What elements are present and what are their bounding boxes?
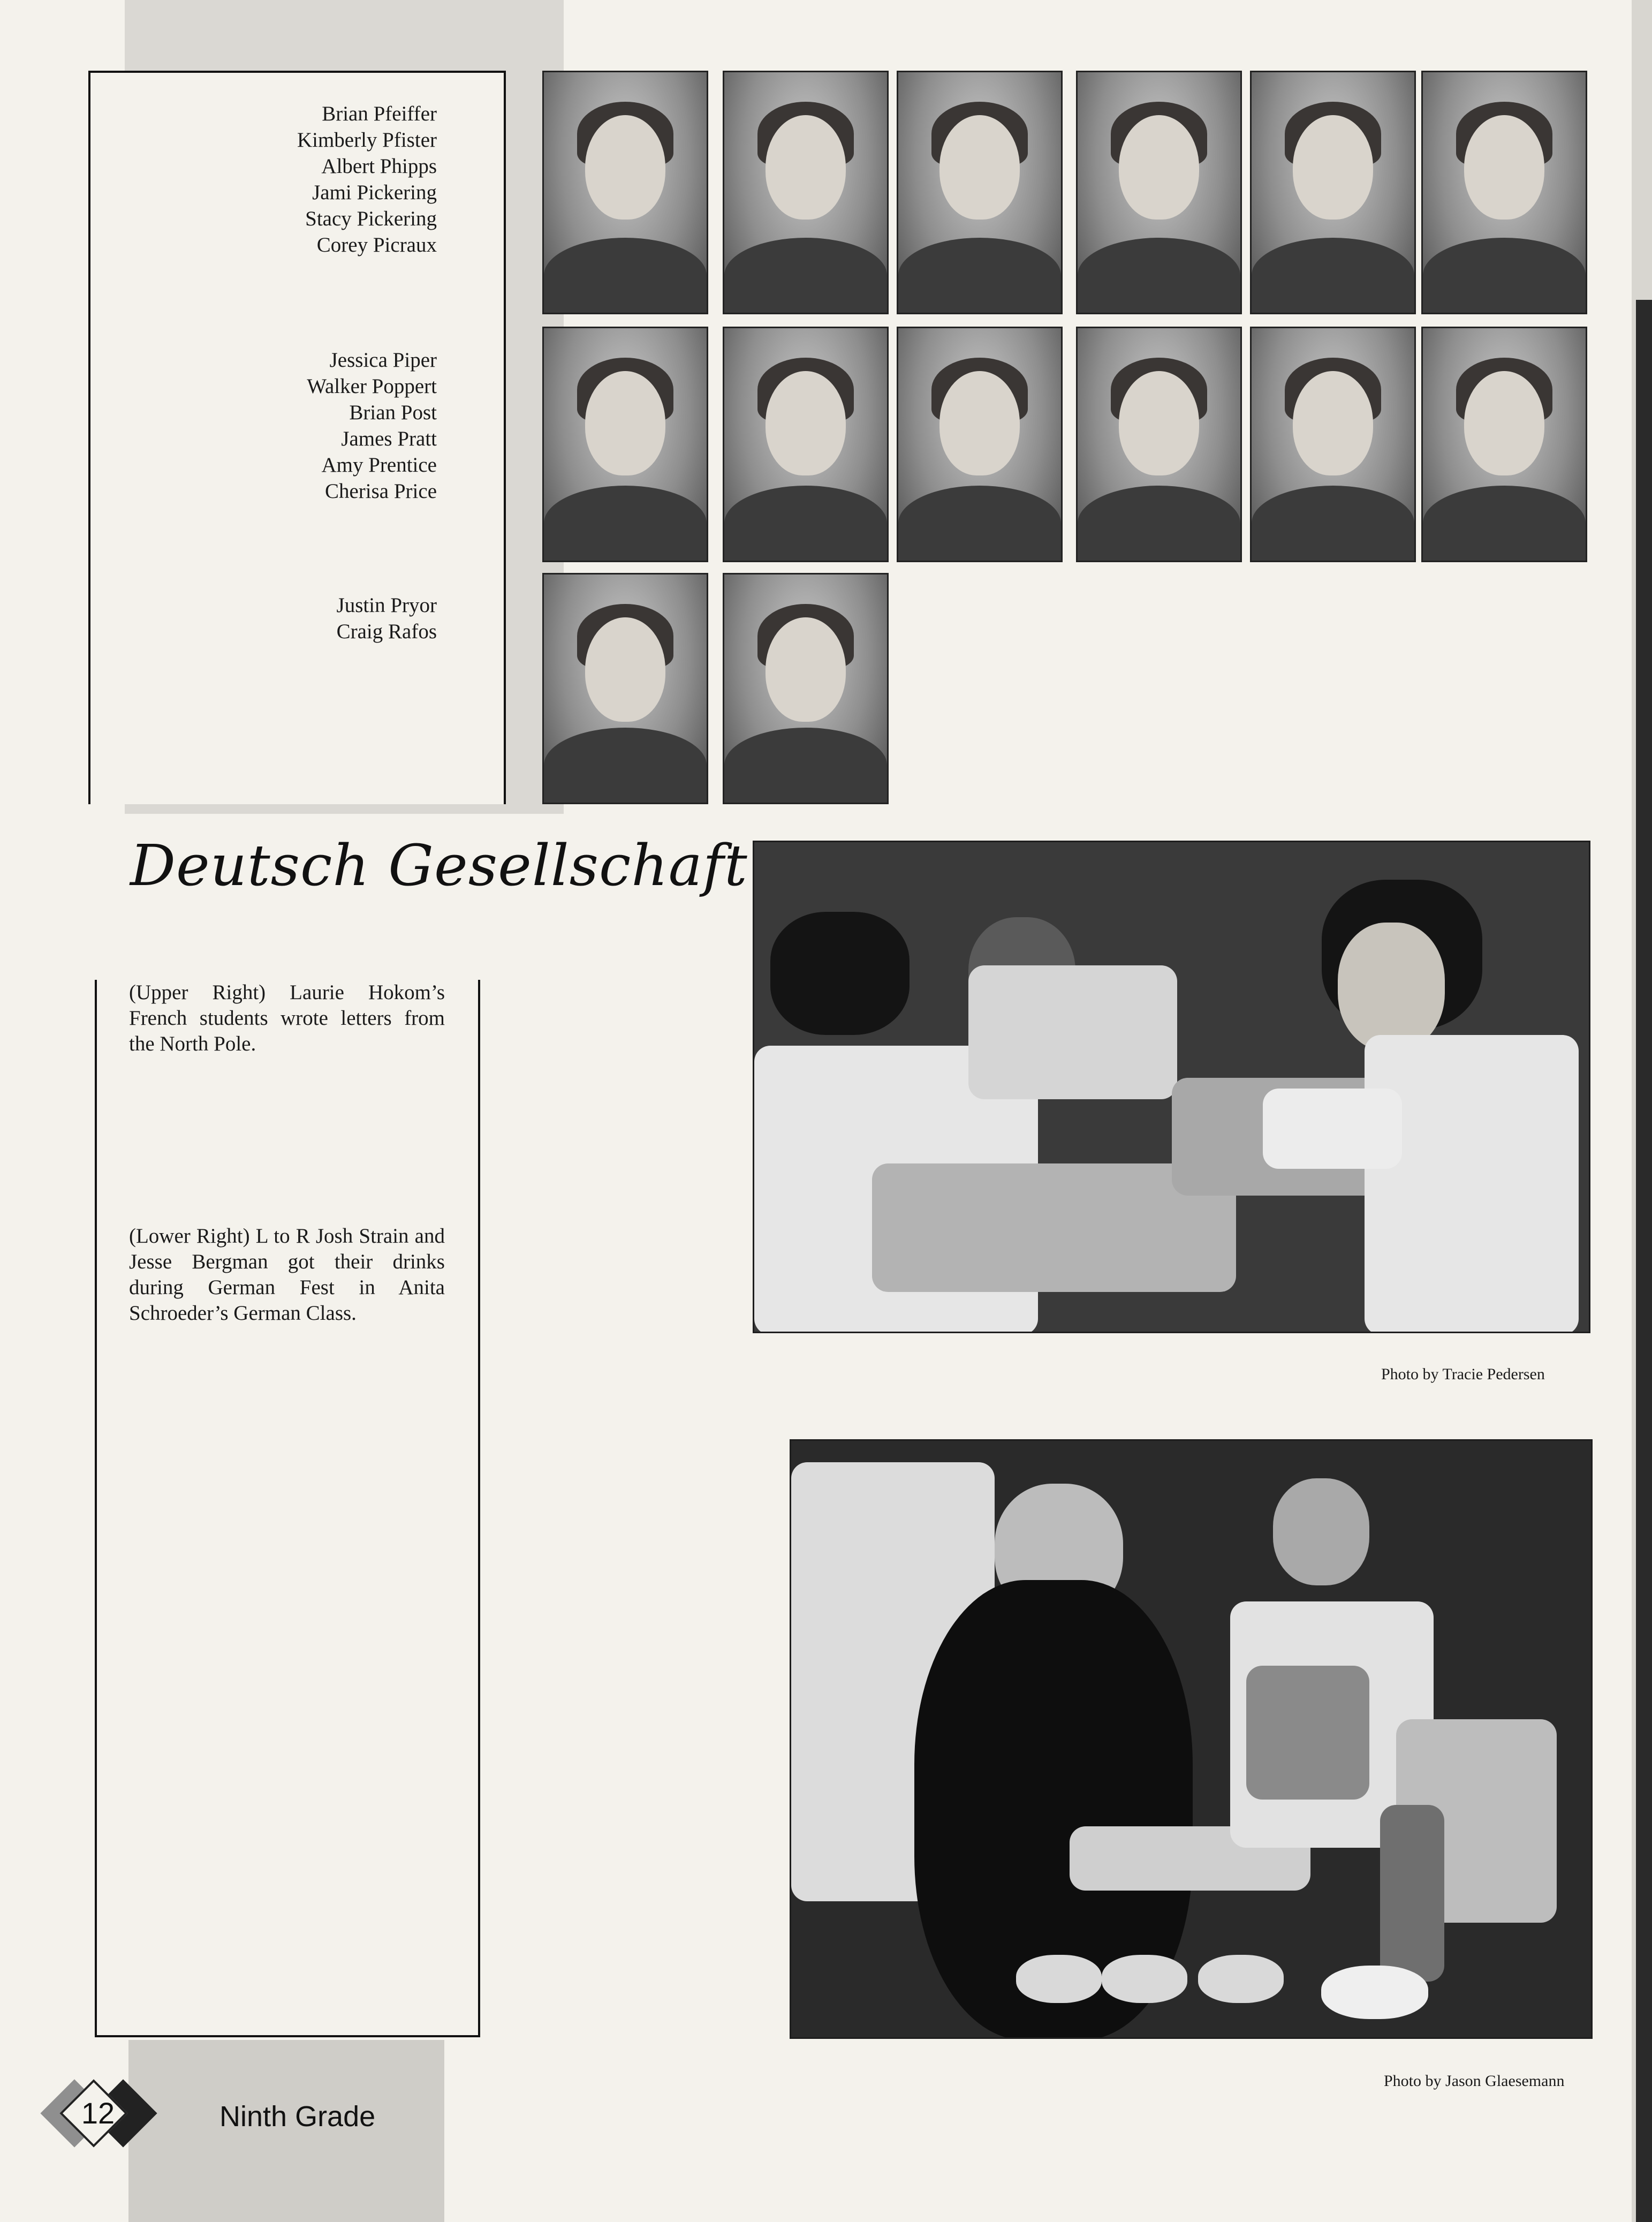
- student-portrait: [1076, 327, 1242, 562]
- photo-credit-upper: Photo by Tracie Pedersen: [1381, 1365, 1545, 1383]
- page-edge: [1632, 0, 1652, 2222]
- student-name: Brian Post: [349, 401, 437, 424]
- student-portrait: [1250, 327, 1416, 562]
- student-portrait: [1421, 327, 1587, 562]
- student-name: Brian Pfeiffer: [322, 102, 437, 125]
- student-name: Jessica Piper: [329, 349, 437, 372]
- student-portrait: [897, 327, 1063, 562]
- caption-panel: [95, 980, 480, 2037]
- student-name: Craig Rafos: [336, 620, 437, 643]
- photo-french-class: [753, 841, 1590, 1333]
- caption-lower: (Lower Right) L to R Josh Strain and Jesse Bergman got their drinks during German Fest in Anita Schroeder’s German Class.: [129, 1225, 445, 1325]
- name-group-3: [337, 592, 437, 645]
- name-group-1: [297, 101, 437, 258]
- student-name: Justin Pryor: [336, 594, 437, 617]
- student-portrait: [723, 71, 889, 314]
- student-name: Cherisa Price: [324, 480, 437, 503]
- name-group-2: [307, 347, 437, 504]
- photo-credit-lower: Photo by Jason Glaesemann: [1384, 2072, 1565, 2090]
- student-portrait: [1076, 71, 1242, 314]
- section-title: Deutsch Gesellschaft: [130, 833, 748, 898]
- names-panel: [88, 71, 506, 804]
- student-portrait: [542, 327, 708, 562]
- section-label: Ninth Grade: [219, 2100, 376, 2133]
- student-name: Kimberly Pfister: [297, 129, 437, 152]
- photo-german-fest: [790, 1439, 1593, 2039]
- caption-upper: (Upper Right) Laurie Hokom’s French students wrote letters from the North Pole.: [129, 981, 445, 1055]
- student-name: Stacy Pickering: [305, 207, 437, 230]
- student-name: Jami Pickering: [312, 181, 437, 204]
- student-portrait: [723, 573, 889, 804]
- student-portrait: [897, 71, 1063, 314]
- student-portrait: [542, 71, 708, 314]
- student-name: James Pratt: [341, 427, 437, 450]
- student-portrait: [1421, 71, 1587, 314]
- student-name: Walker Poppert: [307, 375, 437, 398]
- student-portrait: [723, 327, 889, 562]
- page-number: 12: [81, 2096, 115, 2130]
- student-portrait: [1250, 71, 1416, 314]
- student-name: Corey Picraux: [316, 233, 437, 256]
- student-name: Amy Prentice: [321, 454, 437, 477]
- student-name: Albert Phipps: [321, 155, 437, 178]
- student-portrait: [542, 573, 708, 804]
